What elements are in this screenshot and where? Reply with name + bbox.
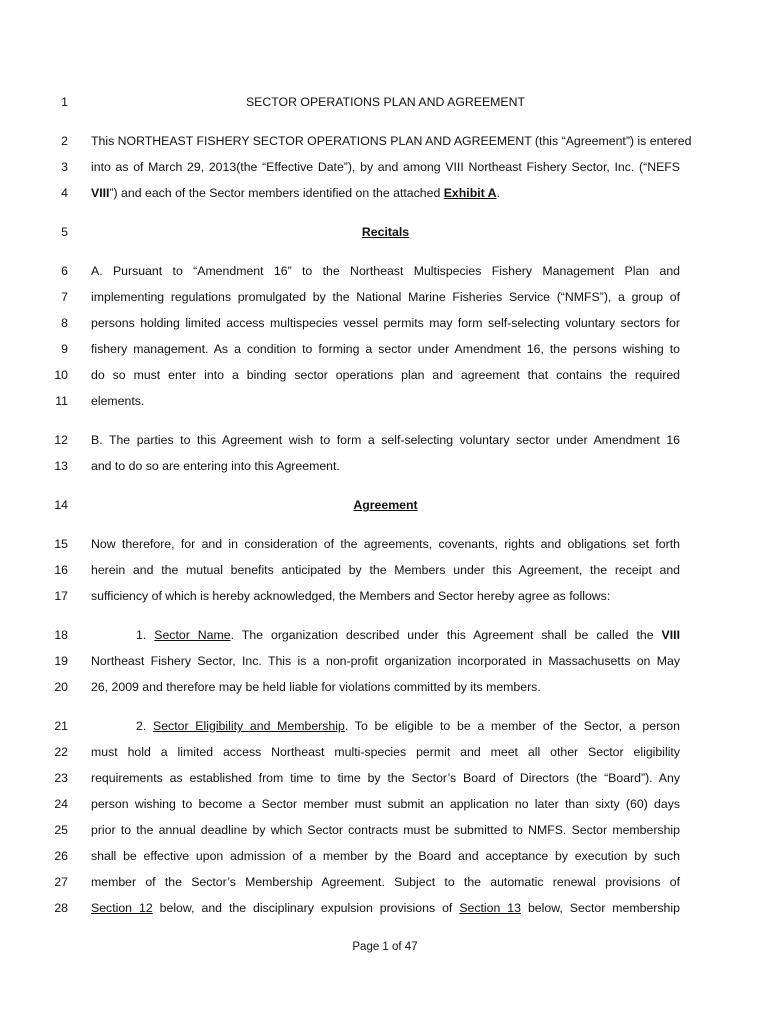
line-number: 21 — [54, 719, 68, 733]
line-number: 15 — [54, 537, 68, 551]
doc-line — [0, 287, 770, 307]
line-number: 2 — [61, 134, 68, 148]
text-run: . The organization described under this Agreement shall be called the — [230, 628, 662, 642]
line-text: This NORTHEAST FISHERY SECTOR OPERATIONS PLAN AND AGREEMENT (this “Agreement”) is entered — [91, 134, 692, 148]
line-number: 11 — [55, 394, 68, 408]
line-text: 26, 2009 and therefore may be held liable for violations committed by its members. — [91, 680, 541, 694]
doc-line — [0, 846, 770, 866]
page-footer: Page 1 of 47 — [352, 941, 418, 953]
line-number: 14 — [54, 498, 68, 512]
doc-line — [0, 794, 770, 814]
line-number: 17 — [54, 589, 68, 603]
line-text: herein and the mutual benefits anticipated by the Members under this Agreement, the receipt and — [91, 563, 680, 577]
line-number: 27 — [54, 875, 68, 889]
doc-line — [0, 651, 770, 671]
text-run: below, and the disciplinary expulsion provisions of — [152, 901, 460, 915]
section-13-link[interactable]: Section 13 — [459, 901, 521, 915]
doc-line — [0, 677, 770, 697]
section-heading-recitals: Recitals — [361, 225, 410, 239]
line-text: elements. — [91, 394, 145, 408]
text-run: . To be eligible to be a member of the Sector, a person — [344, 719, 680, 733]
doc-line — [0, 625, 770, 645]
line-text — [91, 716, 680, 736]
doc-line — [0, 183, 770, 203]
line-text: into as of March 29, 2013(the “Effective Date”), by and among VIII Northeast Fishery Sector, Inc. (“NEFS — [91, 160, 680, 174]
doc-line — [0, 222, 770, 242]
line-text: prior to the annual deadline by which Sector contracts must be submitted to NMFS. Sector membership — [91, 823, 680, 837]
line-text: persons holding limited access multispecies vessel permits may form self-selecting voluntary sectors for — [91, 316, 680, 330]
line-number: 5 — [61, 225, 68, 239]
line-text: must hold a limited access Northeast multi-species permit and meet all other Sector eligibility — [91, 745, 680, 759]
line-number: 4 — [61, 186, 68, 200]
line-number: 22 — [54, 745, 68, 759]
line-text: and to do so are entering into this Agreement. — [91, 459, 340, 473]
line-text: Northeast Fishery Sector, Inc. This is a non-profit organization incorporated in Massachusetts on May — [91, 654, 680, 668]
line-number: 12 — [54, 433, 68, 447]
line-number: 3 — [61, 160, 68, 174]
line-number: 23 — [54, 771, 68, 785]
section-12-link[interactable]: Section 12 — [91, 901, 153, 915]
line-text: shall be effective upon admission of a member by the Board and acceptance by execution by such — [91, 849, 680, 863]
doc-line — [0, 495, 770, 515]
exhibit-a-link[interactable]: Exhibit A — [443, 186, 497, 200]
line-text: implementing regulations promulgated by the National Marine Fisheries Service (“NMFS”), a group of — [91, 290, 680, 304]
text-run: ”) and each of the Sector members identified on the attached — [109, 186, 444, 200]
bold-text: VIII — [91, 186, 110, 200]
doc-line — [0, 131, 770, 151]
line-text: person wishing to become a Sector member must submit an application no later than sixty (60) days — [91, 797, 680, 811]
line-text — [91, 183, 680, 203]
doc-line — [0, 560, 770, 580]
line-number: 25 — [54, 823, 68, 837]
doc-line — [0, 261, 770, 281]
doc-line — [0, 92, 770, 112]
doc-line — [0, 456, 770, 476]
line-text: A. Pursuant to “Amendment 16” to the Northeast Multispecies Fishery Management Plan and — [91, 264, 680, 278]
line-text: requirements as established from time to time by the Sector’s Board of Directors (the “Board”). Any — [91, 771, 680, 785]
line-number: 13 — [54, 459, 68, 473]
section-heading-agreement: Agreement — [353, 498, 418, 512]
doc-line — [0, 768, 770, 788]
line-number: 26 — [54, 849, 68, 863]
line-number: 28 — [54, 901, 68, 915]
line-number: 8 — [61, 316, 68, 330]
doc-line — [0, 742, 770, 762]
doc-line — [0, 872, 770, 892]
line-number: 1 — [61, 95, 68, 109]
doc-line — [0, 716, 770, 736]
line-number: 20 — [54, 680, 68, 694]
line-number: 16 — [54, 563, 68, 577]
line-number: 6 — [61, 264, 68, 278]
line-number: 9 — [61, 342, 68, 356]
line-number: 19 — [54, 654, 68, 668]
doc-line — [0, 391, 770, 411]
line-text: fishery management. As a condition to forming a sector under Amendment 16, the persons wishing to — [91, 342, 680, 356]
text-run: . — [496, 186, 500, 200]
line-text — [91, 625, 680, 645]
text-run: 2. — [136, 719, 154, 733]
doc-line — [0, 534, 770, 554]
line-number: 10 — [54, 368, 68, 382]
line-text: B. The parties to this Agreement wish to form a self-selecting voluntary sector under Amendment 16 — [91, 433, 680, 447]
document-title: SECTOR OPERATIONS PLAN AND AGREEMENT — [245, 95, 525, 109]
doc-line — [0, 313, 770, 333]
line-number: 7 — [61, 290, 68, 304]
clause-title-eligibility: Sector Eligibility and Membership — [153, 719, 345, 733]
doc-line — [0, 586, 770, 606]
clause-title-sector-name: Sector Name — [154, 628, 231, 642]
line-number: 24 — [54, 797, 68, 811]
doc-line — [0, 157, 770, 177]
doc-line — [0, 430, 770, 450]
line-text: do so must enter into a binding sector operations plan and agreement that contains the required — [91, 368, 680, 382]
line-text: sufficiency of which is hereby acknowledged, the Members and Sector hereby agree as follows: — [91, 589, 611, 603]
line-number: 18 — [54, 628, 68, 642]
doc-line — [0, 339, 770, 359]
doc-line — [0, 365, 770, 385]
doc-line — [0, 898, 770, 918]
doc-line — [0, 820, 770, 840]
bold-text: VIII — [661, 628, 680, 642]
line-text — [91, 898, 680, 918]
line-text: member of the Sector’s Membership Agreement. Subject to the automatic renewal provisions of — [91, 875, 680, 889]
text-run: 1. — [136, 628, 155, 642]
text-run: below, Sector membership — [520, 901, 680, 915]
line-text: Now therefore, for and in consideration of the agreements, covenants, rights and obligations set forth — [91, 537, 680, 551]
